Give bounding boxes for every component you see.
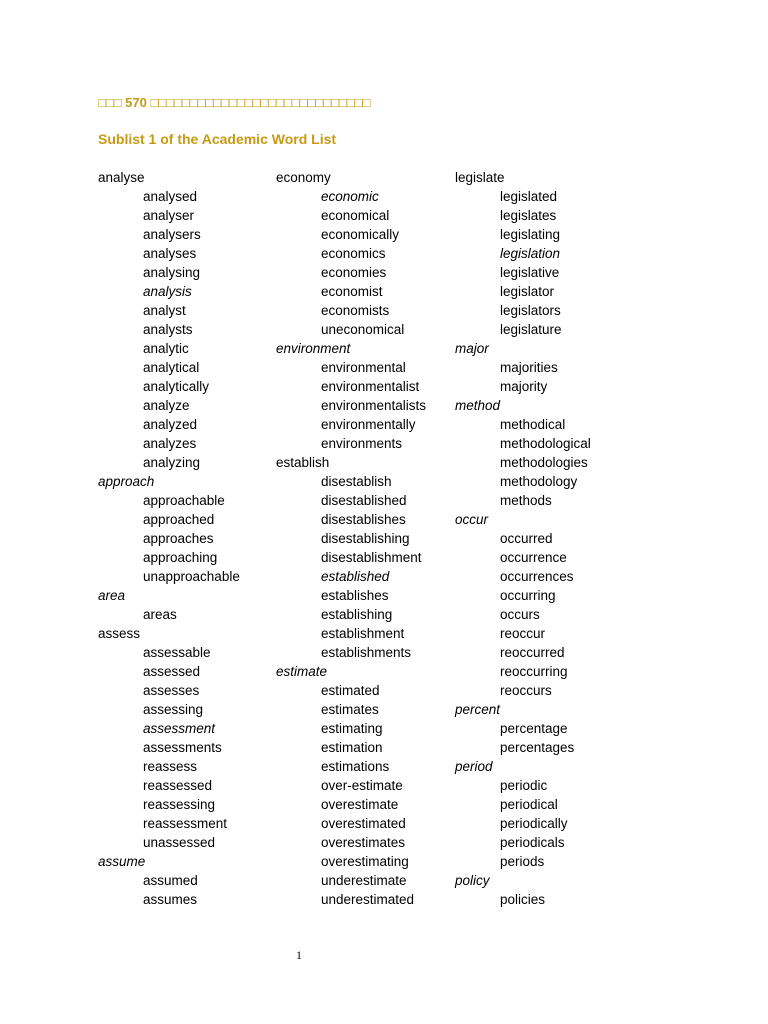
word-family-member: occurs <box>500 607 540 622</box>
word-family-member: underestimated <box>321 892 415 907</box>
word-family-member: occurring <box>500 588 556 603</box>
headword: occur <box>455 512 489 527</box>
headword: approach <box>98 474 155 489</box>
word-family-member: reassess <box>143 759 198 774</box>
word-family-member: establishments <box>321 645 412 660</box>
headword: period <box>455 759 493 774</box>
word-family-member: analyzed <box>143 417 198 432</box>
word-family-member: analytical <box>143 360 200 375</box>
word-family-member: disestablishment <box>321 550 422 565</box>
headword: estimate <box>276 664 328 679</box>
headword: policy <box>455 873 490 888</box>
word-family-member: legislature <box>500 322 562 337</box>
headword: establish <box>276 455 330 470</box>
word-family-member: methodology <box>500 474 578 489</box>
word-family-member: reoccur <box>500 626 546 641</box>
word-family-member: reoccurred <box>500 645 565 660</box>
word-family-member: percentage <box>500 721 568 736</box>
word-family-member: analytically <box>143 379 210 394</box>
word-family-member: underestimate <box>321 873 407 888</box>
word-family-member: disestablish <box>321 474 392 489</box>
word-family-member: disestablishes <box>321 512 406 527</box>
word-family-member: over-estimate <box>321 778 403 793</box>
word-family-member: economic <box>321 189 379 204</box>
word-family-member: estimation <box>321 740 383 755</box>
word-family-member: assumes <box>143 892 198 907</box>
word-family-member: economies <box>321 265 387 280</box>
headword: area <box>98 588 126 603</box>
headword: percent <box>455 702 501 717</box>
word-family-member: periodical <box>500 797 558 812</box>
headword: legislate <box>455 170 505 185</box>
word-family-member: periodicals <box>500 835 565 850</box>
word-family-member: unapproachable <box>143 569 240 584</box>
word-family-member: reassessed <box>143 778 213 793</box>
word-family-member: estimations <box>321 759 390 774</box>
word-column-3 <box>455 168 591 909</box>
word-family-member: overestimate <box>321 797 399 812</box>
word-family-member: analyses <box>143 246 197 261</box>
document-heading: □□□ 570 □□□□□□□□□□□□□□□□□□□□□□□□□□□□ <box>98 95 371 110</box>
word-family-member: legislates <box>500 208 557 223</box>
word-family-member: approaching <box>143 550 218 565</box>
word-family-member: legislative <box>500 265 560 280</box>
word-family-member: analysts <box>143 322 193 337</box>
word-family-member: environments <box>321 436 403 451</box>
word-family-member: periods <box>500 854 545 869</box>
headword: method <box>455 398 501 413</box>
word-family-member: unassessed <box>143 835 216 850</box>
word-family-member: approached <box>143 512 215 527</box>
word-family-member: reassessing <box>143 797 216 812</box>
word-family-member: established <box>321 569 390 584</box>
word-family-member: overestimating <box>321 854 409 869</box>
headword: assess <box>98 626 141 641</box>
word-family-member: reoccurring <box>500 664 568 679</box>
word-family-member: analyzing <box>143 455 201 470</box>
word-family-member: disestablished <box>321 493 407 508</box>
word-family-member: estimating <box>321 721 383 736</box>
word-family-member: assessments <box>143 740 222 755</box>
word-family-member: analyst <box>143 303 186 318</box>
word-family-member: analysing <box>143 265 201 280</box>
word-family-member: areas <box>143 607 177 622</box>
word-family-member: approachable <box>143 493 225 508</box>
word-family-member: establishes <box>321 588 389 603</box>
word-family-member: economical <box>321 208 390 223</box>
word-family-member: analysis <box>143 284 192 299</box>
word-family-member: methodological <box>500 436 591 451</box>
headword: environment <box>276 341 351 356</box>
headword: major <box>455 341 489 356</box>
word-family-member: establishment <box>321 626 405 641</box>
word-family-member: estimates <box>321 702 379 717</box>
word-family-member: environmentalists <box>321 398 427 413</box>
word-family-member: periodic <box>500 778 548 793</box>
word-family-member: occurrences <box>500 569 574 584</box>
word-family-member: legislated <box>500 189 558 204</box>
word-family-member: percentages <box>500 740 575 755</box>
word-family-member: assessable <box>143 645 211 660</box>
word-family-member: legislating <box>500 227 561 242</box>
word-family-member: analytic <box>143 341 189 356</box>
headword: economy <box>276 170 331 185</box>
word-family-member: disestablishing <box>321 531 410 546</box>
word-family-member: economically <box>321 227 400 242</box>
sublist-title: Sublist 1 of the Academic Word List <box>98 131 337 147</box>
word-family-member: uneconomical <box>321 322 405 337</box>
word-column-1 <box>98 168 240 909</box>
word-family-member: estimated <box>321 683 380 698</box>
word-family-member: environmental <box>321 360 406 375</box>
word-family-member: assessment <box>143 721 216 736</box>
word-family-member: analyzes <box>143 436 197 451</box>
word-family-member: economics <box>321 246 386 261</box>
word-family-member: reassessment <box>143 816 228 831</box>
word-family-member: occurred <box>500 531 553 546</box>
word-family-member: legislator <box>500 284 555 299</box>
word-family-member: methods <box>500 493 552 508</box>
word-column-2 <box>276 168 426 909</box>
word-family-member: majorities <box>500 360 558 375</box>
word-family-member: assesses <box>143 683 200 698</box>
word-family-member: periodically <box>500 816 568 831</box>
word-family-member: occurrence <box>500 550 567 565</box>
word-family-member: analyser <box>143 208 195 223</box>
word-family-member: reoccurs <box>500 683 552 698</box>
word-family-member: assessing <box>143 702 204 717</box>
headword: analyse <box>98 170 145 185</box>
word-family-member: economist <box>321 284 383 299</box>
word-family-member: analysers <box>143 227 201 242</box>
word-family-member: environmentally <box>321 417 416 432</box>
word-family-member: overestimated <box>321 816 406 831</box>
word-family-member: approaches <box>143 531 214 546</box>
word-family-member: analysed <box>143 189 198 204</box>
word-family-member: assessed <box>143 664 201 679</box>
headword: assume <box>98 854 146 869</box>
word-family-member: environmentalist <box>321 379 420 394</box>
word-family-member: legislators <box>500 303 561 318</box>
word-family-member: methodologies <box>500 455 588 470</box>
page-number: 1 <box>296 948 302 962</box>
word-family-member: analyze <box>143 398 190 413</box>
word-family-member: overestimates <box>321 835 406 850</box>
word-family-member: legislation <box>500 246 561 261</box>
word-family-member: majority <box>500 379 548 394</box>
word-family-member: policies <box>500 892 546 907</box>
word-family-member: assumed <box>143 873 198 888</box>
word-family-member: methodical <box>500 417 566 432</box>
word-family-member: establishing <box>321 607 393 622</box>
word-family-member: economists <box>321 303 390 318</box>
